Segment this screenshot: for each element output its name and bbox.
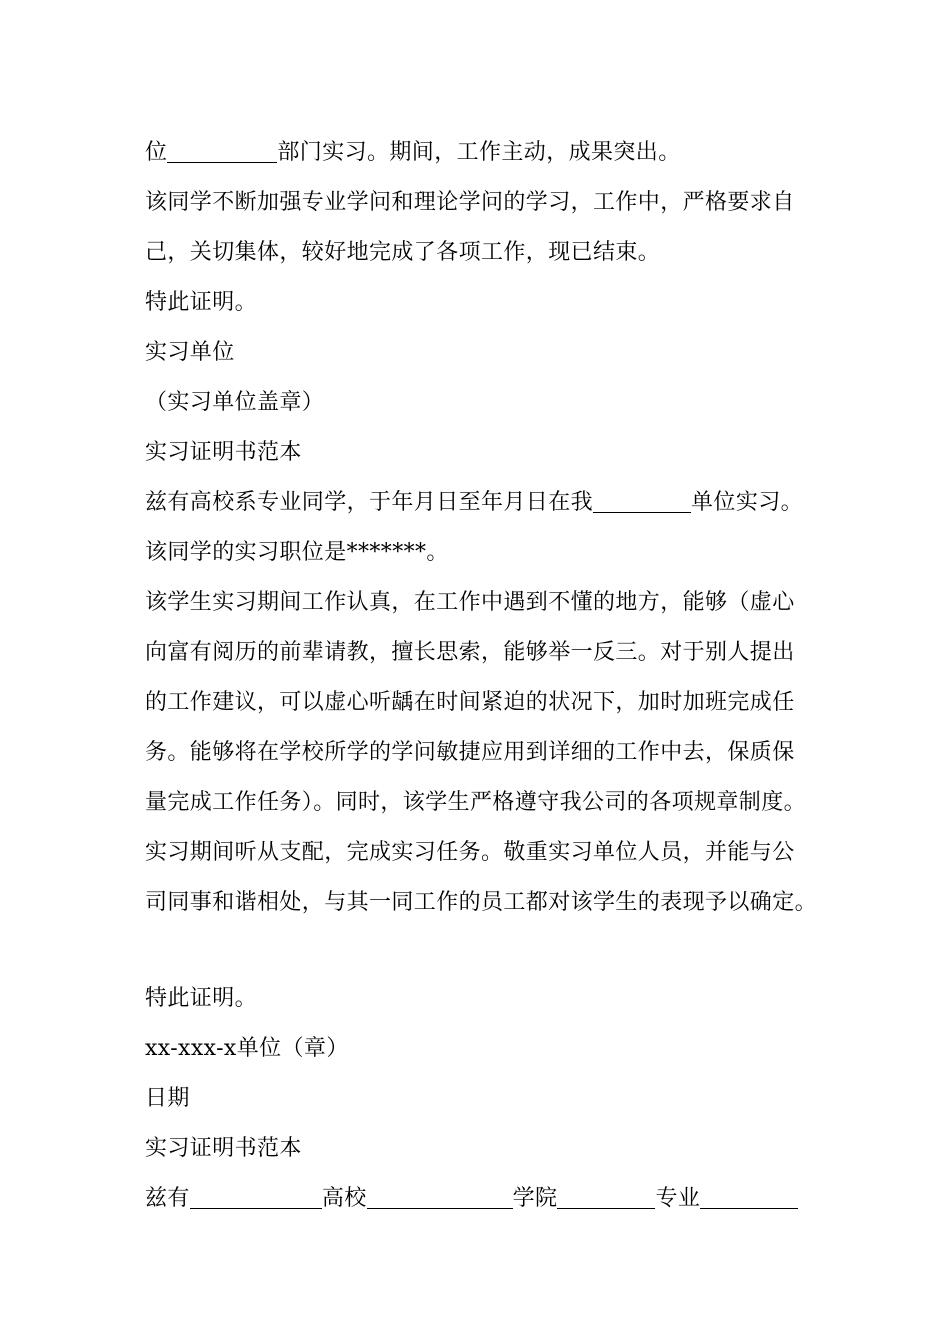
text-segment: 位: [145, 140, 168, 165]
paragraph-line: 该同学不断加强专业学问和理论学问的学习，工作中，严格要求自: [145, 190, 795, 215]
date-label: 日期: [145, 1086, 190, 1111]
text-segment: 高校: [321, 1186, 367, 1211]
section-heading: 实习证明书范本: [145, 440, 302, 465]
fill-in-blank: [593, 482, 691, 513]
certify-statement: 特此证明。: [145, 290, 258, 315]
section-heading: 实习证明书范本: [145, 1136, 302, 1161]
paragraph-position: 该同学的实习职位是*******。: [145, 540, 449, 565]
paragraph-line: 实习期间听从支配，完成实习任务。敬重实习单位人员，并能与公: [145, 840, 795, 865]
paragraph-line: 的工作建议，可以虚心听龋在时间紧迫的状况下，加时加班完成任: [145, 690, 795, 715]
paragraph-fill-in: [145, 1174, 825, 1224]
text-segment: 专业: [655, 1186, 701, 1211]
paragraph-department: [145, 128, 825, 178]
paragraph-line: 该学生实习期间工作认真，在工作中遇到不懂的地方，能够（虚心: [145, 590, 795, 615]
paragraph-line: 量完成工作任务）。同时，该学生严格遵守我公司的各项规章制度。: [145, 790, 807, 815]
fill-in-blank: [190, 1178, 322, 1209]
certify-statement: 特此证明。: [145, 986, 258, 1011]
internship-unit-label: 实习单位: [145, 340, 235, 365]
text-segment: 学院: [512, 1186, 558, 1211]
text-segment: 兹有高校系专业同学，于年月日至年月日在我: [145, 490, 594, 515]
text-segment: 单位实习。: [691, 490, 804, 515]
fill-in-blank: [557, 1178, 655, 1209]
paragraph-line: 己，关切集体，较好地完成了各项工作，现已结束。: [145, 240, 661, 265]
unit-seal-line: xx-xxx-x单位（章）: [145, 1036, 349, 1061]
seal-note: （实习单位盖章）: [145, 390, 325, 415]
text-segment: 部门实习。期间，工作主动，成果突出。: [277, 140, 681, 165]
document-body: [145, 128, 825, 1224]
fill-in-blank: [367, 1178, 513, 1209]
paragraph-line: 司同事和谐相处，与其一同工作的员工都对该学生的表现予以确定。: [145, 890, 818, 915]
spacer: [145, 928, 825, 974]
text-segment: 兹有: [145, 1186, 190, 1211]
fill-in-blank: [700, 1178, 798, 1209]
paragraph-line: 务。能够将在学校所学的学问敏捷应用到详细的工作中去，保质保: [145, 740, 795, 765]
paragraph-intro: [145, 478, 825, 528]
fill-in-blank: [167, 132, 277, 163]
paragraph-line: 向富有阅历的前辈请教，擅长思索，能够举一反三。对于别人提出: [145, 640, 795, 665]
